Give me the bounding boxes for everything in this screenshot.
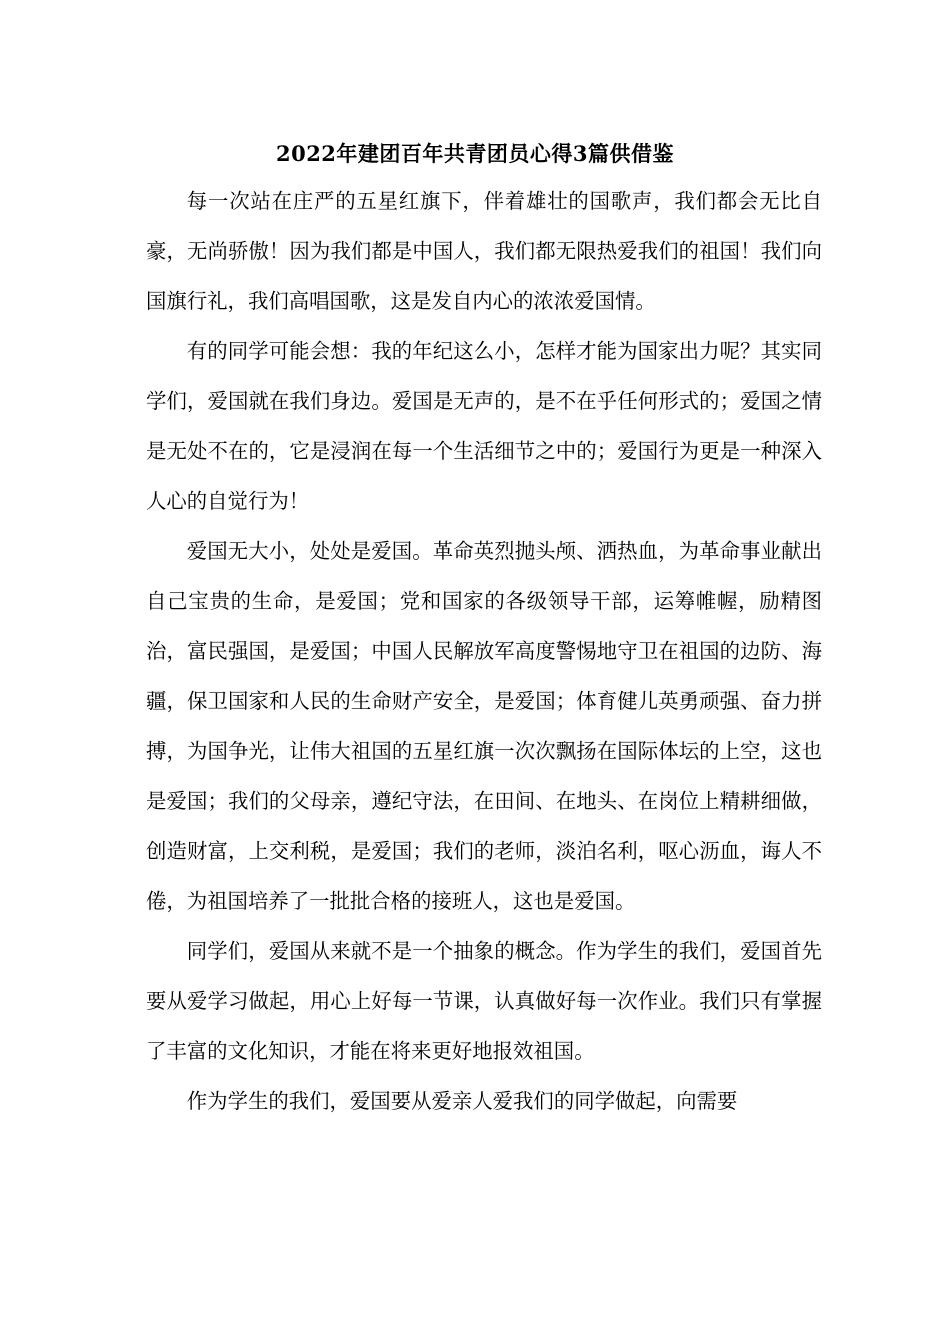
paragraph: 有的同学可能会想：我的年纪这么小，怎样才能为国家出力呢？其实同学们，爱国就在我们身边。爱国是无声的，是不在乎任何形式的；爱国之情是无处不在的，它是浸润在每一个生活细节之中的；爱国行为更是一种深入人心的自觉行为！: [146, 339, 822, 513]
paragraph: 爱国无大小，处处是爱国。革命英烈抛头颅、洒热血，为革命事业献出自己宝贵的生命，是爱国；党和国家的各级领导干部，运筹帷幄，励精图治，富民强国，是爱国；中国人民解放军高度警惕地守卫在祖国的边防、海疆，保卫国家和人民的生命财产安全，是爱国；体育健儿英勇顽强、奋力拼搏，为国争光，让伟大祖国的五星红旗一次次飘扬在国际体坛的上空，这也是爱国；我们的父母亲，遵纪守法，在田间、在地头、在岗位上精耕细做，创造财富，上交利税，是爱国；我们的老师，淡泊名利，呕心沥血，诲人不倦，为祖国培养了一批批合格的接班人，这也是爱国。: [146, 539, 822, 913]
document-title: 2022年建团百年共青团员心得3篇供借鉴: [275, 141, 675, 166]
paragraph: 每一次站在庄严的五星红旗下，伴着雄壮的国歌声，我们都会无比自豪，无尚骄傲！因为我们都是中国人，我们都无限热爱我们的祖国！我们向国旗行礼，我们高唱国歌，这是发自内心的浓浓爱国情。: [146, 189, 822, 313]
document-body: [146, 176, 822, 1126]
paragraph: 同学们，爱国从来就不是一个抽象的概念。作为学生的我们，爱国首先要从爱学习做起，用心上好每一节课，认真做好每一次作业。我们只有掌握了丰富的文化知识，才能在将来更好地报效祖国。: [146, 939, 822, 1063]
paragraph: 作为学生的我们，爱国要从爱亲人爱我们的同学做起，向需要: [186, 1089, 738, 1113]
